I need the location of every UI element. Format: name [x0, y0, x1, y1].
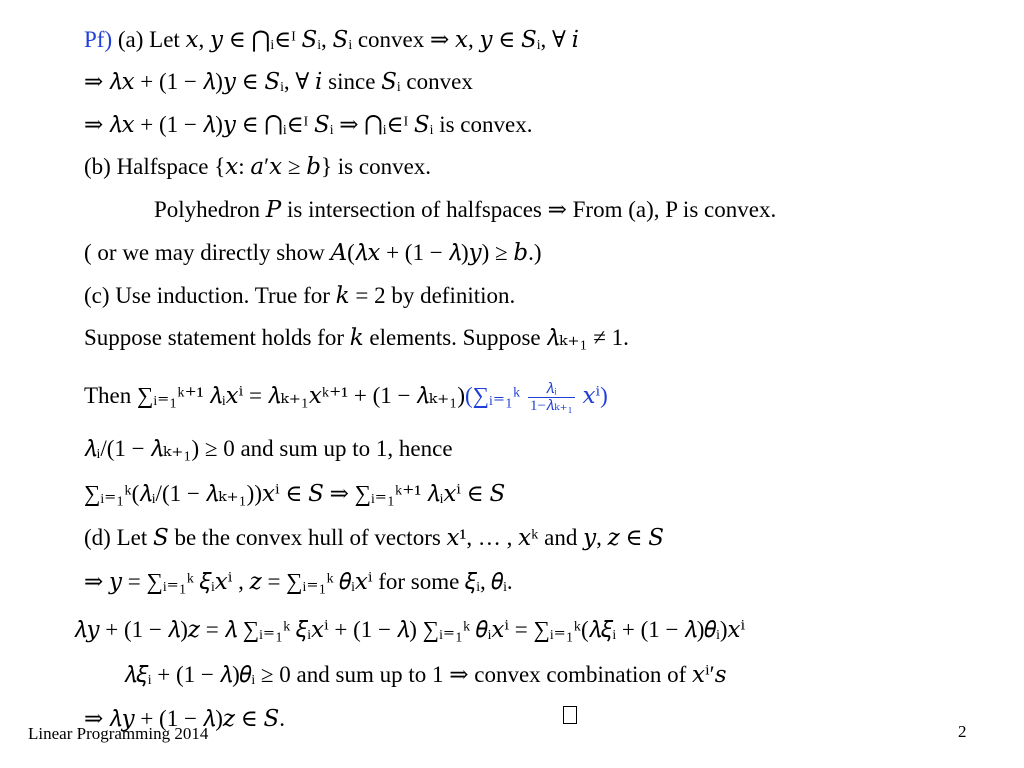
proof-line-c-membership: ∑ᵢ₌₁ᵏ(𝜆ᵢ/(1 − 𝜆ₖ₊₁))𝑥ⁱ ∈ 𝑆 ⇒ ∑ᵢ₌₁ᵏ⁺¹ 𝜆ᵢ𝑥ⁱ ∈ 𝑆 [84, 481, 506, 506]
footer-page-number: 2 [958, 722, 967, 741]
fraction-numerator: 𝜆ᵢ [528, 381, 575, 398]
line-text: (a) Let 𝑥, 𝑦 ∈ ⋂ᵢ∈ᴵ 𝑆ᵢ, 𝑆ᵢ convex ⇒ 𝑥, 𝑦 ∈ 𝑆ᵢ, ∀ 𝑖 [117, 27, 580, 52]
proof-line-b-polyhedron: Polyhedron 𝑃 is intersection of halfspaces ⇒ From (a), P is convex. [154, 197, 777, 222]
proof-line-d-representation: ⇒ 𝑦 = ∑ᵢ₌₁ᵏ 𝜉ᵢ𝑥ⁱ , 𝑧 = ∑ᵢ₌₁ᵏ 𝜃ᵢ𝑥ⁱ for some 𝜉ᵢ, 𝜃ᵢ. [84, 569, 513, 594]
blue-sum-close: 𝑥ⁱ) [576, 382, 608, 408]
proof-line-c-suppose: Suppose statement holds for 𝑘 elements. Suppose 𝜆ₖ₊₁ ≠ 1. [84, 325, 629, 350]
proof-line-a-let [84, 26, 579, 54]
then-lead: Then ∑ᵢ₌₁ᵏ⁺¹ 𝜆ᵢ𝑥ⁱ = 𝜆ₖ₊₁𝑥ᵏ⁺¹ + (1 − 𝜆ₖ₊₁) [84, 382, 465, 408]
proof-line-c-nonneg: 𝜆ᵢ/(1 − 𝜆ₖ₊₁) ≥ 0 and sum up to 1, hence [84, 436, 453, 461]
qed-box-icon [563, 706, 577, 724]
proof-line-c-then [84, 381, 608, 414]
proof-line-a-conclusion: ⇒ 𝜆𝑥 + (1 − 𝜆)𝑦 ∈ ⋂ᵢ∈ᴵ 𝑆ᵢ ⇒ ⋂ᵢ∈ᴵ 𝑆ᵢ is convex. [84, 112, 533, 137]
proof-line-d-hull: (d) Let 𝑆 be the convex hull of vectors 𝑥¹, … , 𝑥ᵏ and 𝑦, 𝑧 ∈ 𝑆 [84, 525, 664, 550]
proof-line-b-halfspace: (b) Halfspace {𝑥: 𝑎′𝑥 ≥ 𝑏} is convex. [84, 154, 432, 179]
proof-line-a-convex-combo: ⇒ 𝜆𝑥 + (1 − 𝜆)𝑦 ∈ 𝑆ᵢ, ∀ 𝑖 since 𝑆ᵢ convex [84, 69, 473, 94]
proof-line-d-conclusion: ⇒ 𝜆𝑦 + (1 − 𝜆)𝑧 ∈ 𝑆. [84, 706, 286, 731]
proof-line-d-combination: 𝜆𝑦 + (1 − 𝜆)𝑧 = 𝜆 ∑ᵢ₌₁ᵏ 𝜉ᵢ𝑥ⁱ + (1 − 𝜆) ∑ᵢ₌₁ᵏ 𝜃ᵢ𝑥ⁱ = ∑ᵢ₌₁ᵏ(𝜆𝜉ᵢ + (1 − 𝜆)𝜃ᵢ)𝑥ⁱ [74, 617, 746, 642]
footer-course-title: Linear Programming 2014 [28, 724, 209, 743]
blue-sum-open: (∑ᵢ₌₁ᵏ [465, 382, 526, 408]
fraction-denominator: 1−𝜆ₖ₊₁ [529, 398, 573, 414]
fraction [528, 381, 575, 414]
proof-line-b-direct: ( or we may directly show 𝐴(𝜆𝑥 + (1 − 𝜆)𝑦) ≥ 𝑏.) [84, 240, 542, 265]
proof-line-d-coefficients: 𝜆𝜉ᵢ + (1 − 𝜆)𝜃ᵢ ≥ 0 and sum up to 1 ⇒ convex combination of 𝑥ⁱ′𝑠 [124, 662, 727, 687]
pf-label: Pf) [84, 27, 113, 52]
proof-line-c-induction: (c) Use induction. True for 𝑘 = 2 by definition. [84, 283, 516, 308]
